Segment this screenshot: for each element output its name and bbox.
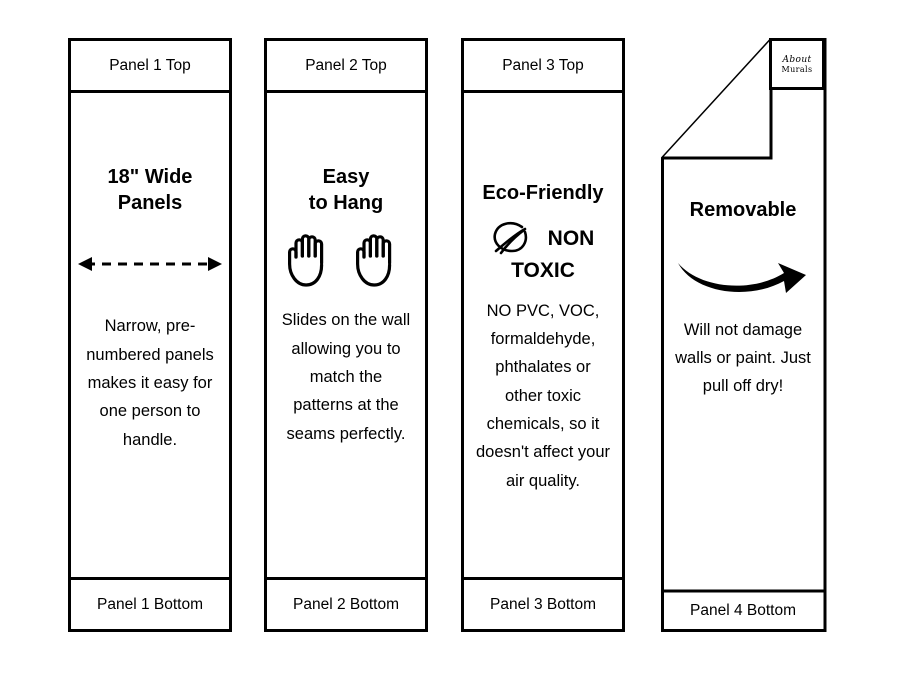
logo-line-1: About <box>782 54 812 65</box>
panel-3-headline <box>482 181 603 207</box>
non-toxic-row-1 <box>492 218 595 260</box>
panel-2-content <box>267 93 425 577</box>
panel-2-bottom-label: Panel 2 Bottom <box>267 577 425 629</box>
panel-2 <box>264 38 428 632</box>
panel-4-icon-area <box>661 228 825 316</box>
logo-line-2: Murals <box>781 64 813 74</box>
panel-2-headline-line2: to Hang <box>308 191 384 214</box>
panel-1-content <box>71 93 229 577</box>
panel-3-content <box>464 93 622 577</box>
panel-1-headline-line2: Panels <box>117 191 183 214</box>
two-hands-icon <box>287 231 405 289</box>
panel-4-body: Will not damage walls or paint. Just pull off dry! <box>675 320 811 396</box>
panel-2-headline-line1: Easy <box>322 166 370 188</box>
leaf-non-toxic-icon <box>492 218 595 283</box>
panel-1-bottom-label: Panel 1 Bottom <box>71 577 229 629</box>
panel-2-icon-area <box>287 216 405 304</box>
panel-3-body: NO PVC, VOC, formaldehyde, phthalates or other toxic chemicals, so it doesn't affect your air quality. <box>476 301 611 490</box>
double-arrow-dashed-icon <box>76 252 224 281</box>
panel-3-bottom-label: Panel 3 Bottom <box>464 577 622 629</box>
about-murals-logo <box>769 38 825 90</box>
non-toxic-text-line2: TOXIC <box>511 259 575 283</box>
panel-4-bottom-label: Panel 4 Bottom <box>690 601 796 619</box>
panel-1-top-label: Panel 1 Top <box>71 41 229 93</box>
panel-3-headline-line1: Eco-Friendly <box>482 182 604 204</box>
panel-1-headline-line1: 18" Wide <box>107 166 193 188</box>
panel-4-headline <box>661 198 825 224</box>
panel-1-body: Narrow, pre-numbered panels makes it easy for one person to handle. <box>86 317 214 449</box>
panel-3-top-label: Panel 3 Top <box>464 41 622 93</box>
panel-1 <box>68 38 232 632</box>
panel-1-headline <box>108 165 193 216</box>
panel-2-headline <box>309 165 383 216</box>
panel-4-shape <box>661 38 825 632</box>
panel-4 <box>661 38 825 632</box>
panel-2-body: Slides on the wall allowing you to match the patterns at the seams perfectly. <box>281 311 411 443</box>
panel-1-icon-area <box>76 222 224 310</box>
panel-4-headline-line1: Removable <box>689 199 797 221</box>
curved-peel-arrow-icon <box>674 241 812 302</box>
panel-3-icon-area <box>492 207 595 295</box>
panel-3 <box>461 38 625 632</box>
non-toxic-text-line1: NON <box>547 226 595 250</box>
panel-2-top-label: Panel 2 Top <box>267 41 425 93</box>
